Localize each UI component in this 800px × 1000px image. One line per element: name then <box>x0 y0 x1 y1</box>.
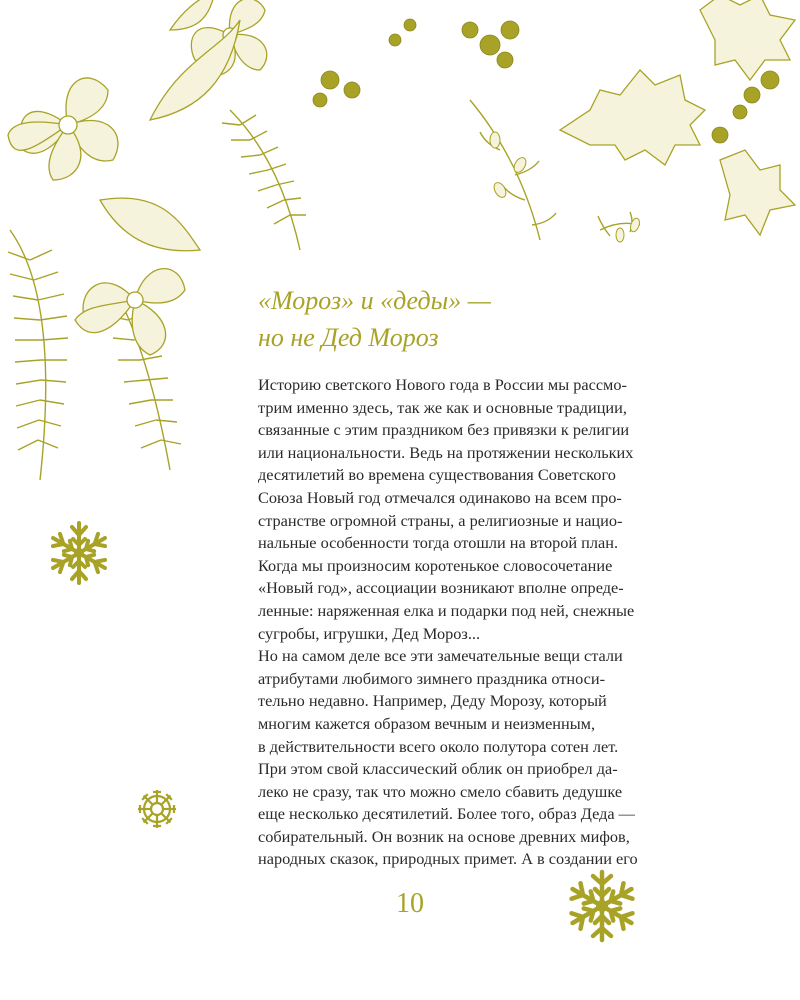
snowflake-icon <box>562 866 642 946</box>
heading-line-2: но не Дед Мороз <box>258 323 439 352</box>
body-line: «Новый год», ассоциации возникают вполне опреде- <box>258 578 624 598</box>
body-line: в действительности всего около полутора сотен лет. <box>258 736 619 756</box>
body-line: еще несколько десятилетий. Более того, образ Деда — <box>258 804 635 824</box>
body-line: Союза Новый год отмечался одинаково на всем про- <box>258 487 622 507</box>
body-line: или национальности. Ведь на протяжении нескольких <box>258 442 634 462</box>
chapter-heading <box>258 282 718 356</box>
body-line: ленные: наряженная елка и подарки под ней, снежные <box>258 600 635 620</box>
body-text <box>258 374 723 871</box>
body-line: Когда мы произносим коротенькое словосочетание <box>258 555 613 575</box>
body-line: собирательный. Он возник на основе древних мифов, <box>258 826 630 846</box>
body-line: десятилетий во времена существования Советского <box>258 465 616 485</box>
body-line: народных сказок, природных примет. А в создании его <box>258 849 638 869</box>
body-line: нальные особенности тогда отошли на второй план. <box>258 533 619 553</box>
body-line: тельно недавно. Например, Деду Морозу, который <box>258 691 607 711</box>
body-line: странстве огромной страны, а религиозные и нацио- <box>258 510 623 530</box>
snowflake-icon <box>44 518 114 588</box>
body-line: многим кажется образом вечным и неизменным, <box>258 713 596 733</box>
body-line: атрибутами любимого зимнего праздника относи- <box>258 668 606 688</box>
body-line: трим именно здесь, так же как и основные традиции, <box>258 397 627 417</box>
body-line: Но на самом деле все эти замечательные вещи стали <box>258 646 623 666</box>
body-line: леко не сразу, так что можно смело сбавить дедушке <box>258 781 623 801</box>
body-line: связанные с этим праздником без привязки к религии <box>258 420 630 440</box>
snowflake-icon <box>136 788 178 830</box>
body-line: При этом свой классический облик он приобрел да- <box>258 759 618 779</box>
body-line: сугробы, игрушки, Дед Мороз... <box>258 623 481 643</box>
heading-line-1: «Мороз» и «деды» — <box>258 286 491 315</box>
page-number: 10 <box>396 888 424 919</box>
body-line: Историю светского Нового года в России мы рассмо- <box>258 375 627 394</box>
